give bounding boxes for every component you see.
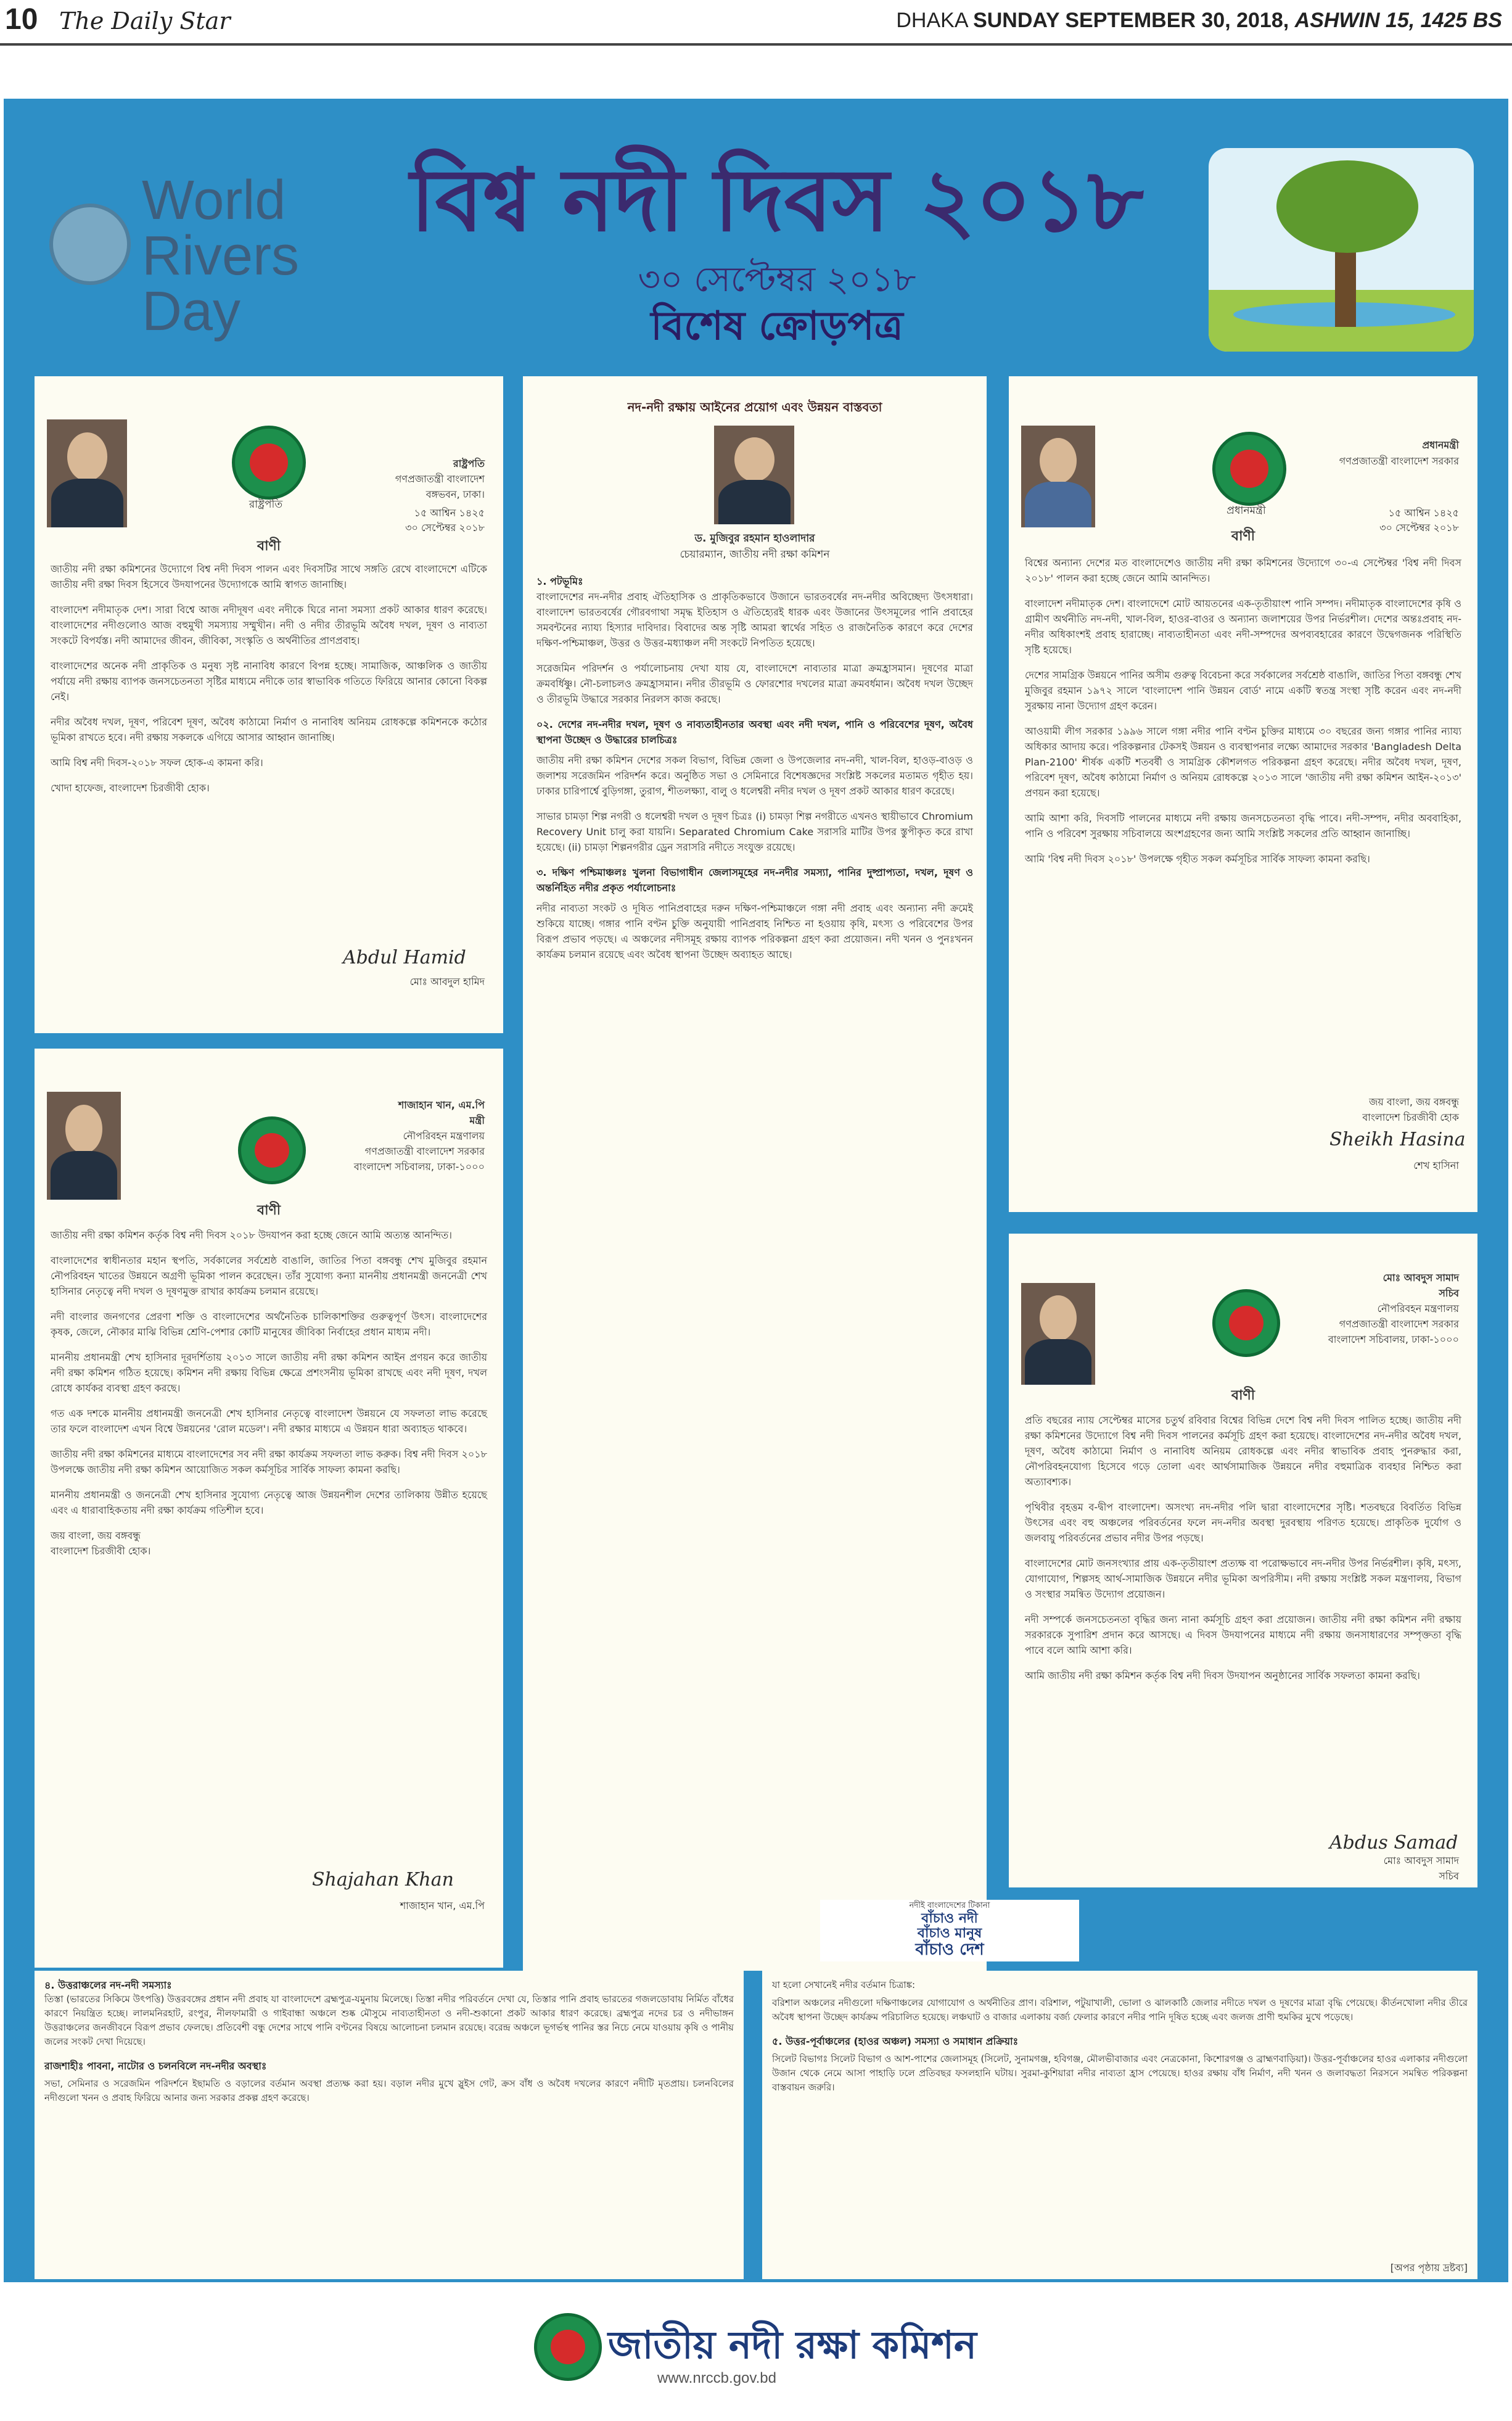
secretary-signature-office: সচিব [1439, 1870, 1459, 1882]
president-para-5: আমি বিশ্ব নদী দিবস-২০১৮ সফল হোক-এ কামনা করি। [51, 757, 263, 769]
section-2-heading: ০২. দেশের নদ-নদীর দখল, দূষণ ও নাব্যতাহীনতার অবস্থা এবং নদী দখল, পানি ও পরিবেশের দূষণ, অবৈধ স্থাপনা উচ্ছেদ ও উদ্ধারের চালচিত্রঃ [536, 719, 973, 746]
secretary-signature-name: মোঃ আবদুস সামাদ [1383, 1855, 1459, 1866]
slogan-line-1: নদীই বাংলাদেশের টিকানা [909, 1901, 990, 1910]
pm-date-bn: ১৫ আশ্বিন ১৪২৫ [1388, 507, 1459, 519]
logo-text-day: Day [142, 281, 241, 342]
newspaper-masthead [0, 0, 1512, 46]
president-para-1: জাতীয় নদী রক্ষা কমিশনের উদ্যোগে বিশ্ব নদী দিবস পালন এবং দিবসটির সাথে সঙ্গতি রেখে বাংলাদেশে এটিকে জাতীয় নদী রক্ষা দিবস হিসেবে উদযাপনের উদ্যোগকে আমি স্বাগত জানাচ্ছি। [51, 563, 487, 590]
pm-name: শেখ হাসিনা [1413, 1160, 1459, 1171]
shipping-minister-message-panel [35, 1049, 503, 1968]
shipping-para-3: নদী বাংলার জনগণের প্রেরণা শক্তি ও বাংলাদেশের অর্থনৈতিক চালিকাশক্তির গুরুত্বপূর্ণ উৎস। বাংলাদেশের কৃষক, জেলে, নৌকার মাঝি বিভিন্ন শ্রেণি-পেশার কোটি মানুষের জীবিকা নির্বাহের প্রধান মাধ্যম নদী। [51, 1311, 487, 1338]
article-body [536, 574, 973, 972]
shipping-para-9: বাংলাদেশ চিরজীবী হোক। [51, 1545, 151, 1557]
secretary-office: সচিব [1439, 1287, 1459, 1299]
secretary-para-4: নদী সম্পর্কে জনসচেতনতা বৃদ্ধির জন্য নানা কর্মসূচি গ্রহণ করা প্রয়োজন। জাতীয় নদী রক্ষা কমিশন নদী রক্ষায় সরকারকে সুপারিশ প্রদান করে আসছে। এ দিবস উদযাপনের মাধ্যমে নদী রক্ষায় জনসাধারণের সম্পৃক্ততা বৃদ্ধি পাবে বলে আমি আশা করি। [1025, 1614, 1461, 1656]
tree-river-illustration [1209, 148, 1474, 352]
shipping-minister-photo [47, 1092, 121, 1200]
shipping-para-4: মাননীয় প্রধানমন্ত্রী শেখ হাসিনার দূরদর্শিতায় ২০১৩ সালে জাতীয় নদী রক্ষা কমিশন আইন প্রণয়ন করে জাতীয় নদী রক্ষা কমিশন গঠিত হয়েছে। কমিশন নদী রক্ষায় বিভিন্ন ক্ষেত্রে প্রশংসনীয় ভূমিকা রাখছে এবং নদী দূষণ, দখল রোধে কার্যকর ব্যবস্থা গ্রহণ করছে। [51, 1351, 487, 1394]
pm-office: প্রধানমন্ত্রী [1422, 439, 1459, 451]
commission-website: www.nrccb.gov.bd [657, 2370, 776, 2386]
section-2-para-2: সাভার চামড়া শিল্প নগরী ও ধলেশ্বরী দখল ও দূষণ চিত্রঃ (i) চামড়া শিল্প নগরীতে এখনও স্থায়ীভাবে Chromium Recovery Unit চালু করা যায়নি। Separated Chromium Cake সরাসরি মাটির উপর স্তুপীকৃত করে রাখা হয়েছে। (ii) চামড়া শিল্পনগরীর ড্রেন সরাসরি নদীতে সংযুক্ত রয়েছে। [536, 810, 973, 853]
pm-signature: Sheikh Hasina [1329, 1129, 1466, 1150]
shipping-minister-office: মন্ত্রী [469, 1115, 485, 1126]
globe-icon [49, 204, 131, 285]
pm-bani-heading: বাণী [1231, 529, 1255, 544]
pm-state: গণপ্রজাতন্ত্রী বাংলাদেশ সরকার [1339, 455, 1459, 467]
secretary-para-5: আমি জাতীয় নদী রক্ষা কমিশন কর্তৃক বিশ্ব নদী দিবস উদযাপন অনুষ্ঠানের সার্বিক সফলতা কামনা করছি। [1025, 1670, 1420, 1681]
president-para-6: খোদা হাফেজ, বাংলাদেশ চিরজীবী হোক। [51, 782, 210, 794]
slogan-banner [820, 1900, 1079, 1961]
secretary-name: মোঃ আবদুস সামাদ [1383, 1272, 1459, 1284]
president-signature: Abdul Hamid [343, 947, 466, 968]
section-2-para-1: জাতীয় নদী রক্ষা কমিশন দেশের সকল বিভাগ, বিভিন্ন জেলা ও উপজেলার নদ-নদী, খাল-বিল, হাওড়-বাওড় ও জলাশয় সরেজমিন পরিদর্শন করে। অনুষ্ঠিত সভা ও সেমিনারে বিশেষজ্ঞদের সংশ্লিষ্ট সকলের মতামত গৃহীত হয়। ঢাকার চারিপার্শ্বে বুড়িগঙ্গা, তুরাগ, শীতলক্ষ্যা, বালু ও ধলেশ্বরী নদীর দখল ও দূষণ প্রকট আকার ধারণ করেছে। [536, 754, 973, 797]
shipping-para-6: জাতীয় নদী রক্ষা কমিশনের মাধ্যমে বাংলাদেশের সব নদী রক্ষা কার্যক্রম সফলতা লাভ করুক। বিশ্ব নদী দিবস ২০১৮ উপলক্ষে জাতীয় নদী রক্ষা কমিশন আয়োজিত সকল কর্মসূচির সার্বিক সাফল্য কামনা করছি। [51, 1448, 487, 1475]
logo-text-world: World [142, 170, 286, 231]
pm-date-en: ৩০ সেপ্টেম্বর ২০১৮ [1379, 522, 1459, 534]
president-state: গণপ্রজাতন্ত্রী বাংলাদেশ [395, 473, 485, 485]
shipping-ministry: নৌপরিবহন মন্ত্রণালয় [403, 1130, 485, 1142]
secretary-para-3: বাংলাদেশের মোট জনসংখ্যার প্রায় এক-তৃতীয়াংশ প্রত্যক্ষ বা পরোক্ষভাবে নদ-নদীর উপর নির্ভরশীল। কৃষি, মৎস্য, যোগাযোগ, শিল্পসহ আর্থ-সামাজিক উন্নয়নে নদীর ভূমিকা অপরিসীম। নদী রক্ষায় সংশ্লিষ্ট সকল মন্ত্রণালয়, বিভাগ ও সংস্থার সমন্বিত উদ্যোগ প্রয়োজন। [1025, 1557, 1461, 1600]
supplement-subtitle: বিশেষ ক্রোড়পত্র [651, 303, 903, 349]
shipping-para-8: জয় বাংলা, জয় বঙ্গবন্ধু [51, 1530, 141, 1541]
president-para-4: নদীর অবৈধ দখল, দূষণ, পরিবেশ দূষণ, অবৈধ কাঠামো নির্মাণ ও নানাবিধ অনিয়ম রোধকল্পে কমিশনকে কঠোর ভূমিকা রাখতে হবে। নদী রক্ষায় সকলকে এগিয়ে আসার আহ্বান জানাচ্ছি। [51, 716, 487, 743]
supplement-date: ৩০ সেপ্টেম্বর ২০১৮ [638, 260, 916, 300]
shipping-para-2: বাংলাদেশের স্বাধীনতার মহান স্থপতি, সর্বকালের সর্বশ্রেষ্ঠ বাঙালি, জাতির পিতা বঙ্গবন্ধু শেখ মুজিবুর রহমান নৌপরিবহন খাতের উন্নয়নে অগ্রণী ভূমিকা পালন করেছেন। তাঁর সুযোগ্য কন্যা মাননীয় প্রধানমন্ত্রী জননেত্রী শেখ হাসিনার নেতৃত্বে নদী দখল ও দূষণমুক্ত রাখার কার্যক্রম চলমান রয়েছে। [51, 1255, 487, 1297]
president-place: বঙ্গভবন, ঢাকা। [425, 489, 485, 500]
president-bani-heading: বাণী [257, 538, 281, 554]
newspaper-name: The Daily Star [59, 7, 231, 35]
secretary-place: বাংলাদেশ সচিবালয়, ঢাকা-১০০০ [1328, 1334, 1459, 1345]
secretary-message-body [1025, 1413, 1461, 1693]
dateline-day: SUNDAY SEPTEMBER 30, 2018, [973, 9, 1289, 32]
pm-para-1: বিশ্বের অন্যান্য দেশের মত বাংলাদেশেও জাতীয় নদী রক্ষা কমিশনের উদ্যোগে ৩০-এ সেপ্টেম্বর 'বিশ্ব নদী দিবস ২০১৮' পালন করা হচ্ছে জেনে আমি আনন্দিত। [1025, 557, 1461, 584]
south-para-0: যা হলো সেখানেই নদীর বর্তমান চিত্রাঙ্ক: [772, 1979, 916, 1990]
shipping-para-7: মাননীয় প্রধানমন্ত্রী ও জননেত্রী শেখ হাসিনার সুযোগ্য নেতৃত্বে আজ উন্নয়নশীল দেশের তালিকায় উন্নীত হয়েছে এবং এ ধারাবাহিকতায় নদী রক্ষা কার্যক্রম গতিশীল হবে। [51, 1489, 487, 1516]
south-para-1: বরিশাল অঞ্চলের নদীগুলো দক্ষিণাঞ্চলের যোগাযোগ ও অর্থনীতির প্রাণ। বরিশাল, পটুয়াখালী, ভোলা ও ঝালকাঠি জেলার নদীতে দখল ও দূষণের মাত্রা বৃদ্ধি পেয়েছে। কীর্তনখোলা নদীর তীরে অবৈধ স্থাপনা উচ্ছেদ কার্যক্রম পরিচালিত হয়েছে। লঞ্চঘাট ও বাজার এলাকায় বর্জ্য ফেলার কারণে নদীর পানি দূষিত হচ্ছে এবং জলজ প্রাণী হুমকির মুখে পড়েছে। [772, 1997, 1468, 2023]
author-photo [714, 426, 794, 524]
shipping-message-body [51, 1227, 487, 1569]
shipping-minister-name: শাজাহান খান, এম.পি [398, 1099, 485, 1111]
slogan-line-2: বাঁচাও নদী [921, 1911, 978, 1926]
pm-closing-1: জয় বাংলা, জয় বঙ্গবন্ধু [1369, 1096, 1459, 1108]
shipping-minister-signature: Shajahan Khan [312, 1869, 454, 1891]
shipping-state: গণপ্রজাতন্ত্রী বাংলাদেশ সরকার [364, 1145, 485, 1157]
secretary-signature: Abdus Samad [1329, 1832, 1458, 1854]
south-region-article [762, 1971, 1477, 2279]
article-title: নদ-নদী রক্ষায় আইনের প্রয়োগ এবং উন্নয়ন বাস্তবতা [627, 400, 882, 414]
president-emblem-label: রাষ্ট্রপতি [249, 498, 283, 511]
president-office: রাষ্ট্রপতি [453, 458, 485, 469]
northeast-heading: ৫. উত্তর-পূর্বাঞ্চলের (হাওর অঞ্চল) সমস্যা ও সমাধান প্রক্রিয়াঃ [772, 2035, 1019, 2047]
pm-para-3: দেশের সামগ্রিক উন্নয়নে পানির অসীম গুরুত্ব বিবেচনা করে সর্বকালের সর্বশ্রেষ্ঠ বাঙালি, জাতির পিতা বঙ্গবন্ধু শেখ মুজিবুর রহমান ১৯৭২ সালে 'বাংলাদেশ পানি উন্নয়ন বোর্ড' নামে একটি স্বতন্ত্র সংস্থা সৃষ্টি করেন এবং নদ-নদী সুরক্ষায় নানা উদ্যোগ গ্রহণ করেন। [1025, 669, 1461, 712]
prime-minister-photo [1021, 426, 1095, 527]
commission-footer [4, 2282, 1508, 2418]
north-region-body [44, 1978, 734, 2115]
dateline-city: DHAKA [896, 9, 968, 32]
secretary-photo [1021, 1283, 1095, 1385]
section-1-para-1: বাংলাদেশের নদ-নদীর প্রবাহ ঐতিহাসিক ও প্রাকৃতিকভাবে উজানে ভারতবর্ষের নদ-নদীর অবিচ্ছেদ্য উৎসধারা। বাংলাদেশ ভারতবর্ষের গৌরবগাথা সমৃদ্ধ ইতিহাস ও ঐতিহ্যেরই ধারক এবং উজানের উৎসমূলের পানি প্রবাহের সমবন্টনের ন্যায্য হিস্যার দাবিদার। বিবাদের অন্ত সৃষ্টি আমরা স্বার্থের সহিত ও রাজনৈতিক কারণে করে দেশের দক্ষিণ-পশ্চিমাঞ্চল, উত্তর ও উত্তর-মধ্যাঞ্চল নদী সংকটে নিপতিত হয়েছে। [536, 591, 973, 649]
secretary-para-2: পৃথিবীর বৃহত্তম ব-দ্বীপ বাংলাদেশ। অসংখ্য নদ-নদীর পলি দ্বারা বাংলাদেশের সৃষ্টি। শতবছরে বিবর্তিত বিভিন্ন উৎসের এবং বহু অঞ্চলের পরিবর্তনের ফলে নদ-নদীর অবস্থা দুরবস্থায় পরিণত হয়েছে। প্রাকৃতিক দুর্যোগ ও জলবায়ু পরিবর্তনের প্রভাব নদীর উপর পড়ছে। [1025, 1501, 1461, 1544]
secretary-bani-heading: বাণী [1231, 1388, 1255, 1403]
president-para-3: বাংলাদেশের অনেক নদী প্রাকৃতিক ও মনুষ্য সৃষ্ট নানাবিধ কারণে বিপন্ন হচ্ছে। সামাজিক, আঞ্চলিক ও জাতীয় পর্যায়ে নদী রক্ষায় ব্যাপক জনসচেতনতা সৃষ্টির মাধ্যমে নদীকে তার স্বাভাবিক গতিতে ফিরিয়ে আনার কোনো বিকল্প নেই। [51, 660, 487, 703]
dateline-bangla: ASHWIN 15, 1425 BS [1294, 9, 1502, 32]
president-message-panel [35, 376, 503, 1033]
pm-para-6: আমি 'বিশ্ব নদী দিবস ২০১৮' উপলক্ষে গৃহীত সকল কর্মসূচির সার্বিক সাফল্য কামনা করছি। [1025, 853, 1370, 865]
pm-para-5: আমি আশা করি, দিবসটি পালনের মাধ্যমে নদী রক্ষায় জনসচেতনতা বৃদ্ধি পাবে। নদী-সম্পদ, নদীর অববাহিকা, পানি ও পরিবেশ সুরক্ষায় সচিবালয়ে অংশগ্রহণের জন্য আমি সংশ্লিষ্ট সকলের প্রতি আহ্বান জানাচ্ছি। [1025, 812, 1461, 839]
shipping-para-5: গত এক দশকে মাননীয় প্রধানমন্ত্রী জননেত্রী শেখ হাসিনার নেতৃত্বে বাংলাদেশ উন্নয়নে যে সফলতা লাভ করেছে তার ফলে বাংলাদেশ এখন বিশ্বে উন্নয়নের 'রোল মডেল'। নদী রক্ষার মাধ্যমে এ উন্নয়ন ধারা অব্যাহত থাকবে। [51, 1408, 487, 1435]
south-region-body [772, 1978, 1468, 2105]
secretary-ministry: নৌপরিবহন মন্ত্রণালয় [1377, 1303, 1459, 1314]
president-photo [47, 419, 127, 527]
center-article-panel [523, 376, 987, 1971]
government-seal-icon [1212, 1289, 1280, 1357]
section-1-para-2: সরেজমিন পরিদর্শন ও পর্যালোচনায় দেখা যায় যে, বাংলাদেশে নাব্যতার মাত্রা ক্রমহ্রাসমান। দূষণের মাত্রা ক্রমবর্ধিষ্ণু। নৌ-চলাচলও ক্রমহ্রাসমান। নদীর তীরভূমি ও ফোরশোর দখলের মাত্রা ক্রমবর্ধমান। অবৈধ দখল উচ্ছেদ ও তীরভূমি উদ্ধারে সরকার নিরলস কাজ করছে। [536, 662, 973, 705]
shipping-place: বাংলাদেশ সচিবালয়, ঢাকা-১০০০ [353, 1161, 485, 1173]
section-3-para-1: নদীর নাব্যতা সংকট ও দূষিত পানিপ্রবাহের দরুন দক্ষিণ-পশ্চিমাঞ্চলে গঙ্গা নদী প্রবাহ এবং অন্যান্য নদী ক্রমেই শুকিয়ে যাচ্ছে। গঙ্গার পানি বণ্টন চুক্তি অনুযায়ী পানিপ্রবাহ নিশ্চিত না হওয়ায় কৃষি, মৎস্য ও পরিবেশের উপর বিরূপ প্রভাব পড়ছে। এ অঞ্চলের নদীসমূহ রক্ষায় ব্যাপক পরিকল্পনা গ্রহণ করা প্রয়োজন। নদী খনন ও পুনঃখনন কার্যক্রম চলমান রয়েছে এবং অবৈধ স্থাপনা উচ্ছেদ অব্যাহত আছে। [536, 902, 973, 960]
author-title: চেয়ারম্যান, জাতীয় নদী রক্ষা কমিশন [680, 548, 830, 561]
section-3-heading: ৩. দক্ষিণ পশ্চিমাঞ্চলঃ খুলনা বিভাগাধীন জেলাসমূহের নদ-নদীর সমস্যা, পানির দুষ্প্রাপ্যতা, দখল, দূষণ ও অন্তর্নিহিত নদীর প্রকৃত পর্যালোচনাঃ [536, 867, 973, 894]
rajshahi-heading: রাজশাহীঃ পাবনা, নাটোর ও চলনবিলে নদ-নদীর অবস্থাঃ [44, 2060, 267, 2072]
pm-message-body [1025, 555, 1461, 876]
state-emblem-icon [232, 426, 306, 500]
president-name: মোঃ আবদুল হামিদ [409, 976, 485, 988]
secretary-state: গণপ্রজাতন্ত্রী বাংলাদেশ সরকার [1339, 1318, 1459, 1330]
shipping-para-1: জাতীয় নদী রক্ষা কমিশন কর্তৃক বিশ্ব নদী দিবস ২০১৮ উদযাপন করা হচ্ছে জেনে আমি অত্যন্ত আনন্দিত। [51, 1229, 452, 1241]
logo-text-rivers: Rivers [142, 225, 300, 287]
slogan-line-3: বাঁচাও মানুষ [917, 1926, 982, 1941]
tree-trunk [1335, 241, 1356, 327]
world-rivers-day-logo [49, 167, 333, 345]
south-para-2: সিলেট বিভাগঃ সিলেট বিভাগ ও আশ-পাশের জেলাসমূহ (সিলেট, সুনামগঞ্জ, হবিগঞ্জ, মৌলভীবাজার এবং নেত্রকোনা, কিশোরগঞ্জ ও ব্রাহ্মণবাড়িয়া)। উত্তর-পূর্বাঞ্চলের হাওর এলাকার নদীগুলো উজান থেকে নেমে আসা পাহাড়ি ঢলে প্রতিবছর ফসলহানি ঘটায়। সুরমা-কুশিয়ারা নদীর নাব্যতা হ্রাস পেয়েছে। হাওর রক্ষায় বাঁধ নির্মাণ, নদী খনন ও জলাবদ্ধতা নিরসনে সমন্বিত পরিকল্পনা বাস্তবায়ন জরুরি। [772, 2053, 1468, 2093]
supplement-title: বিশ্ব নদী দিবস ২০১৮ [410, 150, 1144, 251]
page-number: 10 [5, 3, 38, 36]
shipping-signature-name: শাজাহান খান, এম.পি [400, 1900, 485, 1912]
pm-emblem-label: প্রধানমন্ত্রী [1226, 505, 1266, 517]
pm-para-4: আওয়ামী লীগ সরকার ১৯৯৬ সালে গঙ্গা নদীর পানি বণ্টন চুক্তির মাধ্যমে ৩০ বছরের জন্য গঙ্গার পানির ন্যায্য অধিকার আদায় করে। পরিকল্পনার টেকসই উন্নয়ন ও ব্যবস্থাপনার লক্ষ্যে আমাদের সরকার 'Bangladesh Delta Plan-2100' শীর্ষক একটি শতবর্ষী ও সামগ্রিক কৌশলগত পরিকল্পনা গ্রহণ করেছে। নদীর অবৈধ দখল, দূষণ, পরিবেশ দূষণ, অবৈধ কাঠামো নির্মাণ ও অনিয়ম রোধকল্পে ২০১৩ সালে 'জাতীয় নদী রক্ষা কমিশন আইন-২০১৩' প্রণয়ন করা হয়েছে। [1025, 725, 1461, 799]
north-para-3: সভা, সেমিনার ও সরেজমিন পরিদর্শনে ইছামতি ও বড়ালের বর্তমান অবস্থা প্রত্যক্ষ করা হয়। বড়াল নদীর মুখে স্লুইস গেট, ক্রস বাঁধ ও অবৈধ দখলের কারণে নদীটি মৃতপ্রায়। চলনবিলের নদীগুলো খনন ও প্রবাহ ফিরিয়ে আনার জন্য সরকার প্রকল্প গ্রহণ করেছে। [44, 2078, 734, 2103]
commission-name: জাতীয় নদী রক্ষা কমিশন [608, 2322, 977, 2367]
president-date-en: ৩০ সেপ্টেম্বর ২০১৮ [405, 522, 485, 534]
pm-para-2: বাংলাদেশ নদীমাতৃক দেশ। বাংলাদেশে মোট আয়তনের এক-তৃতীয়াংশ পানি সম্পদ। নদীমাতৃক বাংলাদেশের কৃষি ও গ্রামীণ অর্থনীতি নদ-নদী, খাল-বিল, হাওর-বাওর ও অন্যান্য জলাশয়ের উপর নির্ভরশীল। দেশের অন্তঃপ্রবাহ নদ-নদীর অধিকাংশই প্রবাহ হারাচ্ছে। নাব্যতাহীনতা এবং নদী-সম্পদের অপব্যবহারের কারণে উদ্বেগজনক পরিস্থিতি সৃষ্টি হয়েছে। [1025, 598, 1461, 656]
section-1-heading: ১. পটভূমিঃ [536, 575, 583, 587]
north-region-article [35, 1971, 744, 2279]
president-message-body [51, 561, 487, 806]
prime-minister-message-panel [1009, 376, 1477, 1212]
tree-icon [1276, 160, 1418, 253]
author-name: ড. মুজিবুর রহমান হাওলাদার [694, 532, 815, 545]
secretary-para-1: প্রতি বছরের ন্যায় সেপ্টেম্বর মাসের চতুর্থ রবিবার বিশ্বের বিভিন্ন দেশে বিশ্ব নদী দিবস পালিত হচ্ছে। জাতীয় নদী রক্ষা কমিশনের উদ্যোগে বিশ্ব নদী দিবস পালনের কর্মসূচি গ্রহণ করা হয়েছে। বাংলাদেশের নদ-নদীর অবৈধ দখল, দূষণ, অবৈধ কাঠামো নির্মাণ ও নানাবিধ অনিয়ম রোধকল্পে এবং নদীর স্বাভাবিক প্রবাহ পুনরুদ্ধার করা, নৌপরিবহনযোগ্য হিসেবে গড়ে তোলা এবং আর্থসামাজিক উন্নয়নে নদীর বহুমাত্রিক ব্যবহার নিশ্চিত করা অত্যাবশ্যক। [1025, 1414, 1461, 1488]
president-para-2: বাংলাদেশ নদীমাতৃক দেশ। সারা বিশ্বে আজ নদীদূষণ এবং নদীকে ঘিরে নানা সমস্যা প্রকট আকার ধারণ করেছে। বাংলাদেশের নদীগুলোও আজ বহুমুখী সমস্যায় সম্মুখীন। নদী ও নদীর তীরভূমি অবৈধ দখল, দূষণ ও নাব্যতা সংকটে বিপর্যস্ত। নদী আমাদের জীবন, জীবিকা, সংস্কৃতি ও অর্থনীতির প্রাণপ্রবাহ। [51, 604, 487, 646]
president-date-bn: ১৫ আশ্বিন ১৪২৫ [414, 507, 485, 519]
north-para-1: তিস্তা (ভারতের সিকিমে উৎপত্তি) উত্তরবঙ্গের প্রধান নদী প্রবাহ যা বাংলাদেশে ব্রহ্মপুত্র-যমুনায় মিলেছে। তিস্তা নদীর পরিবর্তনে দেখা যে, তিস্তার পানি প্রবাহ ভারতের গজলডোবায় নির্মিত বাঁধের কারণে নিয়ন্ত্রিত হচ্ছে। লালমনিরহাট, রংপুর, নীলফামারী ও গাইবান্ধা অঞ্চলে শুষ্ক মৌসুমে নাব্যতাহীনতা ও নদী-শুকানো প্রকট আকার ধারণ করেছে। ব্রহ্মপুত্র নদের চর ও নদীভাঙ্গন উত্তরাঞ্চলের জনজীবনে বিরূপ প্রভাব ফেলছে। প্রতিবেশী বন্ধু দেশের সাথে পানি বণ্টনের বিষয়ে আলোচনা চলমান রয়েছে। বরেন্দ্র অঞ্চলে ভূগর্ভস্থ পানির স্তর নিচে নেমে যাওয়ায় কৃষি ও পানীয় জলের সংকট দেখা দিয়েছে। [44, 1994, 734, 2047]
continued-note: [অপর পৃষ্ঠায় দ্রষ্টব্য] [1390, 2262, 1468, 2274]
secretary-message-panel [1009, 1234, 1477, 1887]
slogan-line-4: বাঁচাও দেশ [915, 1941, 984, 1959]
commission-logo-icon [534, 2313, 602, 2381]
north-region-heading: ৪. উত্তরাঞ্চলের নদ-নদী সমস্যাঃ [44, 1979, 172, 1991]
shipping-bani-heading: বাণী [257, 1203, 281, 1218]
dateline [896, 9, 1502, 33]
pm-closing-2: বাংলাদেশ চিরজীবী হোক [1362, 1112, 1459, 1123]
